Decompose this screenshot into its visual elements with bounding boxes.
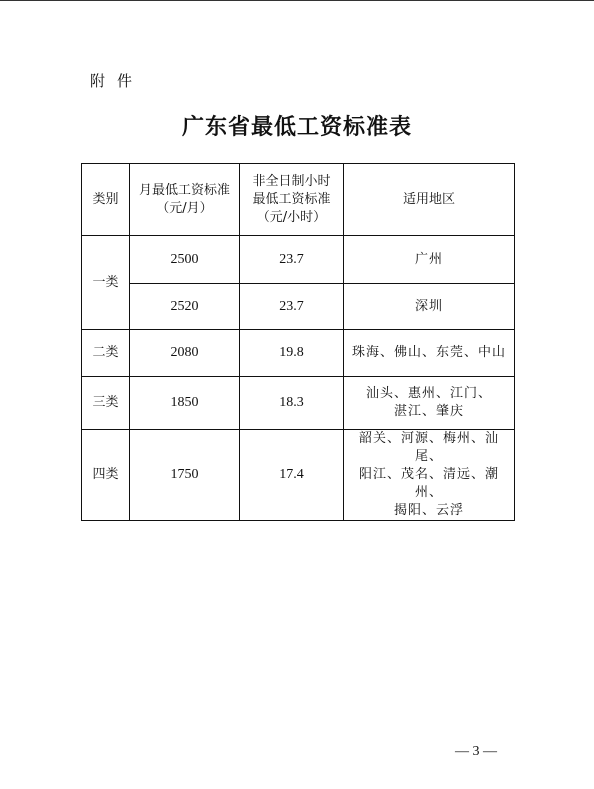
areas-cell bbox=[344, 377, 515, 430]
table-row bbox=[82, 284, 515, 330]
page-number: — 3 — bbox=[455, 744, 497, 759]
area-line: 湛江、肇庆 bbox=[393, 404, 464, 419]
area-line: 韶关、河源、梅州、汕尾、 bbox=[358, 431, 499, 464]
header-hourly-line: 非全日制小时 bbox=[252, 173, 331, 189]
hourly-wage-cell: 18.3 bbox=[240, 377, 344, 430]
category-cell: 三类 bbox=[82, 377, 130, 430]
hourly-wage-cell: 19.8 bbox=[240, 330, 344, 377]
category-cell: 四类 bbox=[82, 430, 130, 521]
table-row bbox=[82, 330, 515, 377]
hourly-wage-cell: 17.4 bbox=[240, 430, 344, 521]
areas-cell bbox=[344, 236, 515, 284]
monthly-wage-cell: 2080 bbox=[130, 330, 240, 377]
hourly-wage-cell: 23.7 bbox=[240, 284, 344, 330]
table-row bbox=[82, 377, 515, 430]
header-monthly bbox=[130, 164, 240, 236]
area-line: 广州 bbox=[414, 251, 443, 267]
table-row bbox=[82, 430, 515, 521]
header-category: 类别 bbox=[82, 164, 130, 236]
category-cell: 一类 bbox=[82, 236, 130, 330]
area-line: 揭阳、云浮 bbox=[393, 503, 464, 518]
header-hourly bbox=[240, 164, 344, 236]
monthly-wage-cell: 2520 bbox=[130, 284, 240, 330]
attachment-label: 附件 bbox=[90, 72, 145, 90]
area-line: 阳江、茂名、清远、潮州、 bbox=[358, 467, 499, 500]
areas-cell bbox=[344, 330, 515, 377]
monthly-wage-cell: 1850 bbox=[130, 377, 240, 430]
area-line: 珠海、佛山、东莞、中山 bbox=[351, 345, 506, 360]
header-monthly-line: （元/月） bbox=[156, 200, 213, 216]
area-line: 汕头、惠州、江门、 bbox=[365, 386, 492, 401]
monthly-wage-cell: 2500 bbox=[130, 236, 240, 284]
header-hourly-line: （元/小时） bbox=[256, 209, 327, 225]
header-areas: 适用地区 bbox=[344, 164, 515, 236]
table-row bbox=[82, 236, 515, 284]
monthly-wage-cell: 1750 bbox=[130, 430, 240, 521]
header-monthly-line: 月最低工资标准 bbox=[138, 182, 230, 198]
category-cell: 二类 bbox=[82, 330, 130, 377]
hourly-wage-cell: 23.7 bbox=[240, 236, 344, 284]
areas-cell bbox=[344, 284, 515, 330]
area-line: 深圳 bbox=[414, 298, 443, 314]
header-hourly-line: 最低工资标准 bbox=[252, 191, 331, 207]
areas-cell bbox=[344, 430, 515, 521]
table-header-row bbox=[82, 164, 515, 236]
top-rule bbox=[0, 0, 594, 1]
minimum-wage-table bbox=[81, 163, 515, 521]
document-title: 广东省最低工资标准表 bbox=[181, 114, 412, 140]
